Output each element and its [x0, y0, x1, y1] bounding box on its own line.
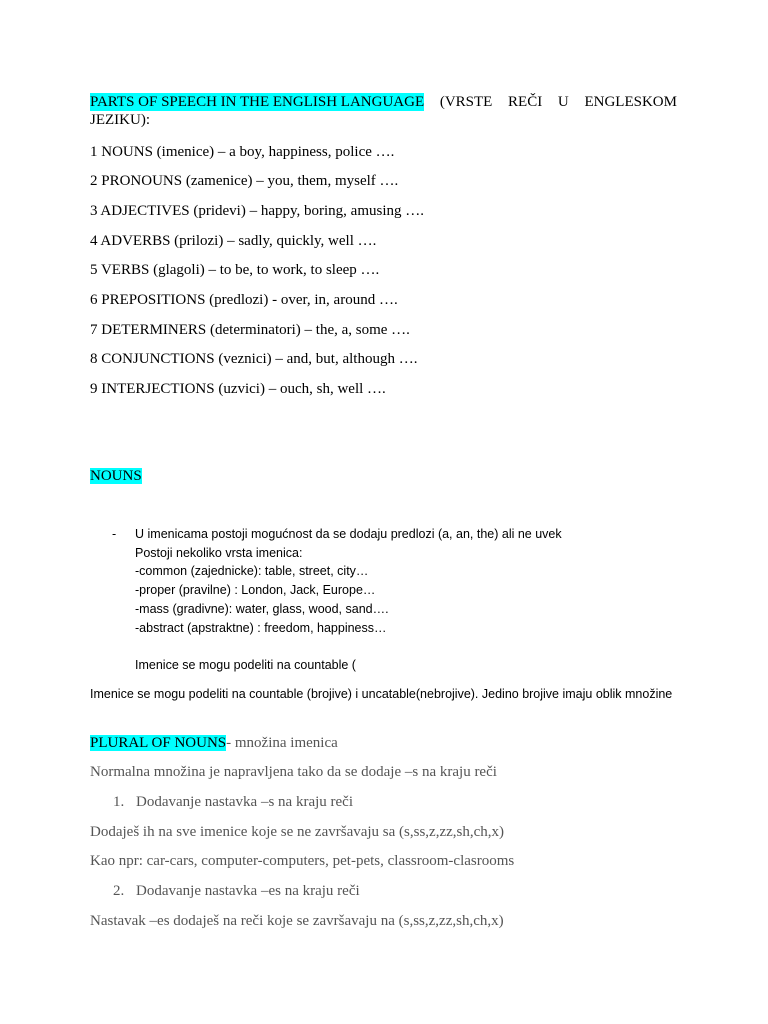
- numbered-item-text: Dodavanje nastavka –es na kraju reči: [136, 883, 360, 899]
- bullet-line: U imenicama postoji mogućnost da se dodaju predlozi (a, an, the) ali ne uvek: [135, 527, 562, 541]
- nouns-heading-text: NOUNS: [90, 468, 142, 484]
- title-line-2: JEZIKU):: [90, 112, 150, 128]
- part-item-conjunctions: 8 CONJUNCTIONS (veznici) – and, but, although ….: [90, 351, 418, 367]
- title-word: ENGLESKOM: [584, 94, 677, 110]
- numbered-item-text: Dodavanje nastavka –s na kraju reči: [136, 794, 353, 810]
- bullet-content: [135, 525, 562, 675]
- bullet-line: -proper (pravilne) : London, Jack, Europe…: [135, 583, 376, 598]
- bullet-line: Postoji nekoliko vrsta imenica:: [135, 545, 303, 560]
- numbered-item-label: 1.: [113, 794, 125, 810]
- title-word: REČI: [508, 94, 543, 110]
- part-item-adverbs: 4 ADVERBS (prilozi) – sadly, quickly, well ….: [90, 233, 377, 249]
- bullet-line-blank: [135, 637, 562, 656]
- part-item-pronouns: 2 PRONOUNS (zamenice) – you, them, myself ….: [90, 173, 399, 189]
- plural-intro: Normalna množina je napravljena tako da se dodaje –s na kraju reči: [90, 764, 497, 780]
- bullet-line: -abstract (apstraktne) : freedom, happiness…: [135, 620, 387, 635]
- item1-description: Dodaješ ih na sve imenice koje se ne završavaju sa (s,ss,z,zz,sh,ch,x): [90, 824, 505, 840]
- part-item-interjections: 9 INTERJECTIONS (uzvici) – ouch, sh, well ….: [90, 381, 386, 397]
- item2-description: Nastavak –es dodaješ na reči koje se završavaju na (s,ss,z,zz,sh,ch,x): [90, 913, 504, 929]
- part-item-nouns: 1 NOUNS (imenice) – a boy, happiness, police ….: [90, 144, 395, 160]
- plural-heading: [90, 734, 338, 752]
- document-title: [90, 93, 677, 129]
- plural-heading-highlight: PLURAL OF NOUNS: [90, 735, 227, 751]
- part-item-adjectives: 3 ADJECTIVES (pridevi) – happy, boring, amusing ….: [90, 203, 424, 219]
- nouns-heading: [90, 467, 142, 485]
- title-highlight: PARTS OF SPEECH IN THE ENGLISH LANGUAGE: [90, 94, 425, 110]
- bullet-line: -common (zajednicke): table, street, city…: [135, 564, 369, 579]
- plural-heading-rest: - množina imenica: [226, 735, 338, 751]
- bullet-line: Imenice se mogu podeliti na countable (: [135, 657, 356, 672]
- title-word: U: [557, 94, 569, 110]
- countable-paragraph: Imenice se mogu podeliti na countable (brojive) i uncatable(nebrojive). Jedino brojive imaju oblik množine: [90, 687, 673, 701]
- part-item-determiners: 7 DETERMINERS (determinatori) – the, a, some ….: [90, 322, 410, 338]
- part-item-verbs: 5 VERBS (glagoli) – to be, to work, to sleep ….: [90, 262, 380, 278]
- part-item-prepositions: 6 PREPOSITIONS (predlozi) - over, in, around ….: [90, 292, 398, 308]
- title-word: (VRSTE: [439, 94, 493, 110]
- bullet-marker: -: [112, 527, 117, 541]
- numbered-item-label: 2.: [113, 883, 125, 899]
- bullet-line: -mass (gradivne): water, glass, wood, sand….: [135, 601, 389, 616]
- title-row: [90, 93, 677, 111]
- item1-example: Kao npr: car-cars, computer-computers, pet-pets, classroom-clasrooms: [90, 853, 515, 869]
